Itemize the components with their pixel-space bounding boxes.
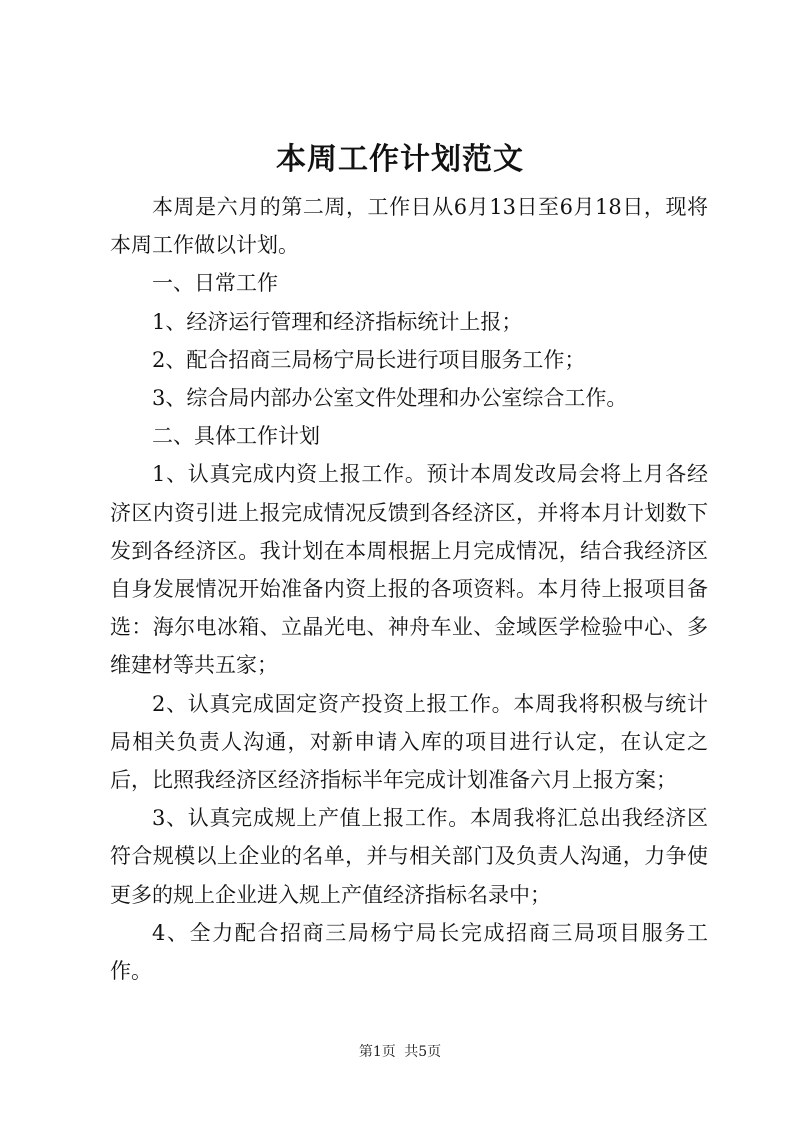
plan-item-4: 4、全力配合招商三局杨宁局长完成招商三局项目服务工作。: [110, 920, 708, 984]
page-number: 第1页: [358, 1044, 396, 1060]
page-total: 共5页: [404, 1044, 442, 1060]
section-heading-specific-plan: 二、具体工作计划: [152, 424, 320, 449]
daily-item-1: 1、经济运行管理和经济指标统计上报；: [152, 309, 523, 334]
plan-item-1: 1、认真完成内资上报工作。预计本周发改局会将上月各经济区内资引进上报完成情况反馈到各经济区，并将本月计划数下发到各经济区。我计划在本周根据上月完成情况，结合我经济区自身发展情况开始准备内资上报的各项资料。本月待上报项目备选：海尔电冰箱、立晶光电、神舟车业、金域医学检验中心、多维建材等共五家；: [110, 462, 708, 678]
plan-item-3: 3、认真完成规上产值上报工作。本周我将汇总出我经济区符合规模以上企业的名单，并与相关部门及负责人沟通，力争使更多的规上企业进入规上产值经济指标名录中；: [110, 806, 708, 907]
page-footer: [0, 1042, 800, 1062]
daily-item-3: 3、综合局内部办公室文件处理和办公室综合工作。: [152, 386, 628, 411]
intro-paragraph: 本周是六月的第二周，工作日从6月13日至6月18日，现将本周工作做以计划。: [110, 195, 708, 258]
plan-item-2: 2、认真完成固定资产投资上报工作。本周我将积极与统计局相关负责人沟通，对新申请入库的项目进行认定，在认定之后，比照我经济区经济指标半年完成计划准备六月上报方案；: [110, 691, 708, 793]
document-body: [110, 188, 708, 990]
daily-item-2: 2、配合招商三局杨宁局长进行项目服务工作；: [152, 347, 586, 372]
page-title: 本周工作计划范文: [276, 142, 524, 177]
section-heading-daily-work: 一、日常工作: [152, 271, 278, 296]
